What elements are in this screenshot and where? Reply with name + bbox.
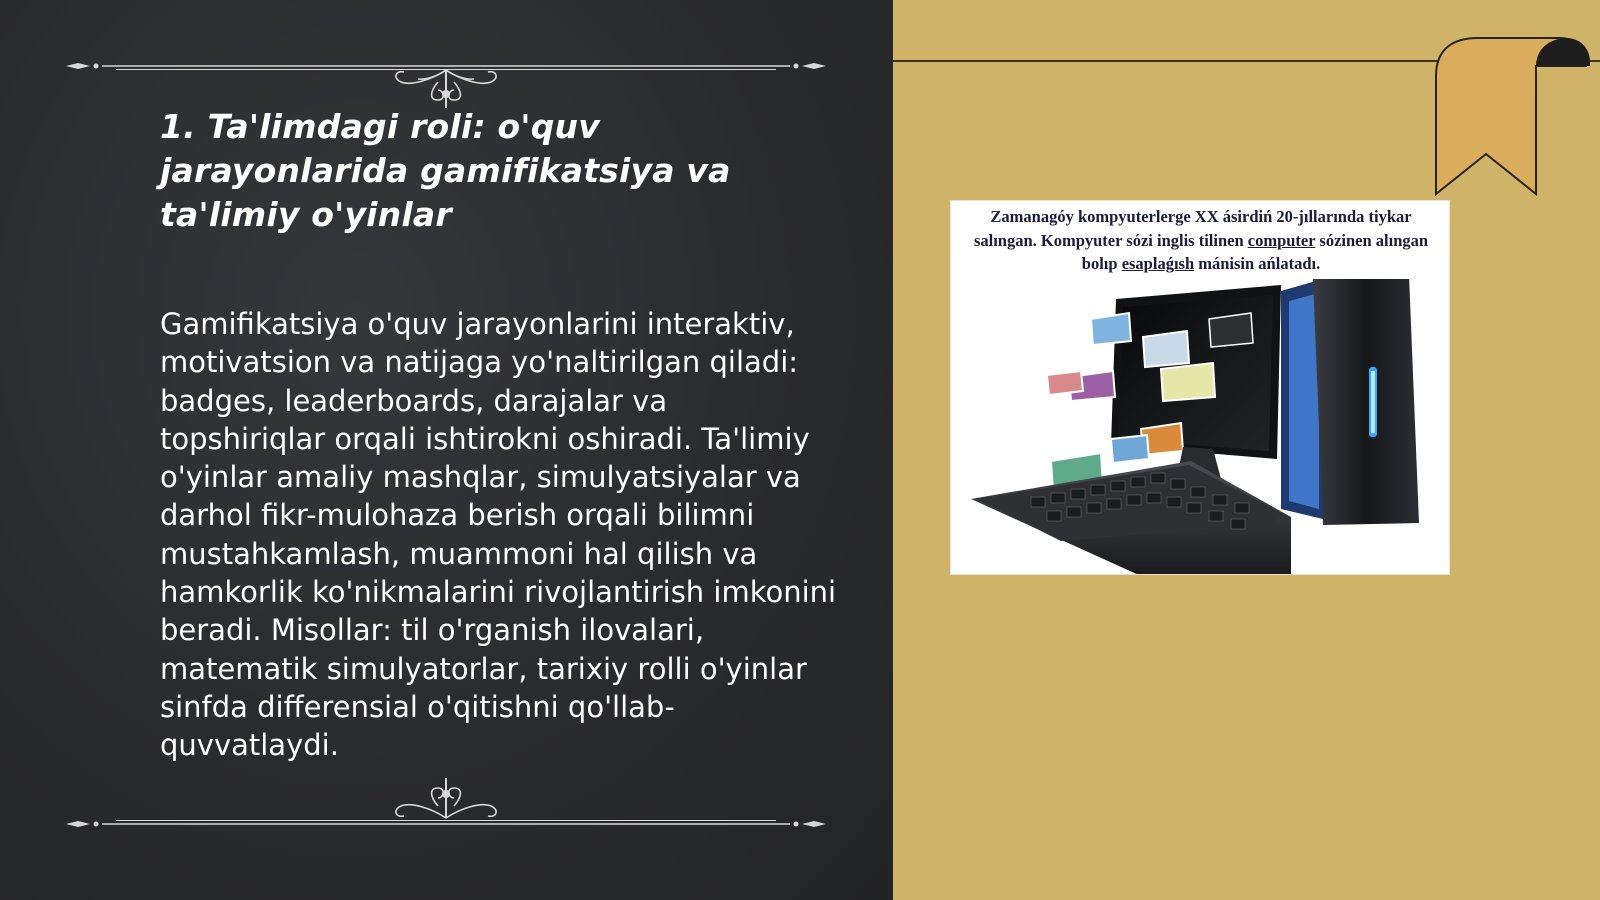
caption-link-esaplagish: esaplaǵısh [1121,254,1195,273]
computer-figure [950,200,1450,575]
bookmark-ribbon-icon [1434,36,1594,198]
caption-text-3: mánisin ańlatadı. [1194,254,1321,273]
bottom-ornament [66,772,826,832]
slide-body-text: Gamifikatsiya o'quv jarayonlarini interaktiv, motivatsion va natijaga yo'naltirilgan qiladi: badges, leaderboards, darajalar va topshiriqlar orqali ishtirokni oshiradi. Ta'limiy o'yinlar amaliy mashqlar, simulyatsiyalar va darhol fikr-mulohaza berish orqali bilimni mustahkamlash, muammoni hal qilish va hamkorlik ko'nikmalarini rivojlantirish imkonini beradi. Misollar: til o'rganish ilovalari, matematik simulyatorlar, tarixiy rolli o'yinlar sinfda differensial o'qitishni qo'llab-quvvatlaydi. [160,307,837,763]
desktop-computer-image [951,279,1450,575]
slide-title: 1. Ta'limdagi roli: o'quv jarayonlarida gamifikatsiya va ta'limiy o'yinlar [160,107,731,234]
caption-link-computer: computer [1247,230,1316,250]
top-ornament [66,50,826,110]
caption-text-1: Zamanagóy kompyuterlerge XX ásirdiń 20-jıllarında tiykar salıngan. Kompyuter sózi inglis tilinen [973,207,1412,250]
figure-caption [959,205,1443,276]
caption-text-2: sózinen alıngan bolıp [1081,230,1429,273]
